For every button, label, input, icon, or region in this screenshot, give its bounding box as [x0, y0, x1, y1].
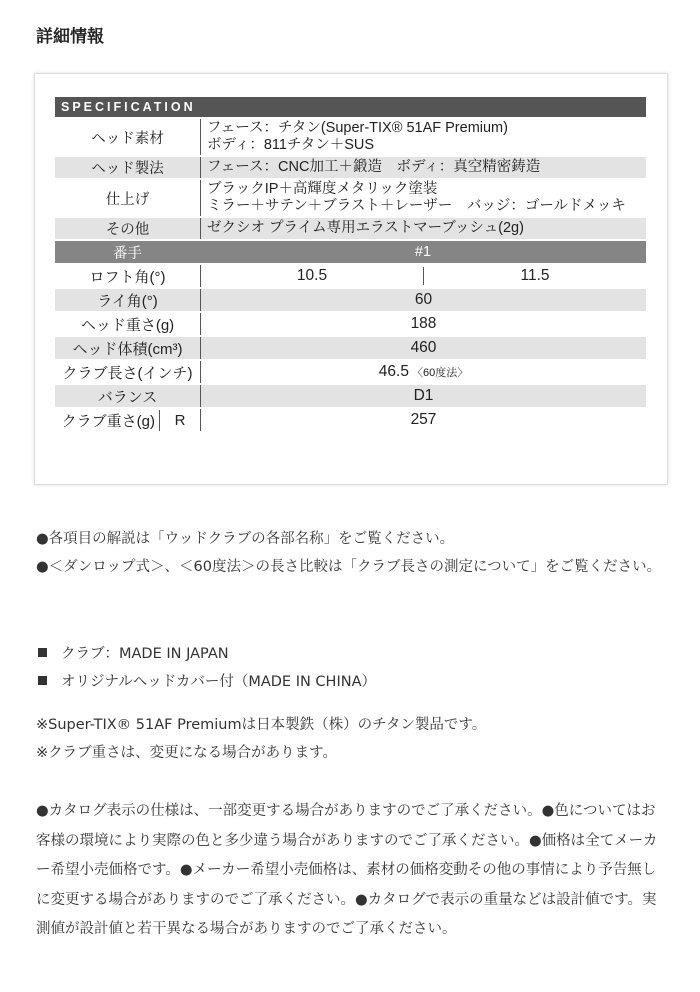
spec-value-line: ゼクシオ プライム専用エラストマーブッシュ(2g): [207, 220, 524, 236]
loft-label: ロフト角(°): [89, 268, 166, 286]
loft-value: 10.5: [296, 267, 328, 284]
club-weight-label: クラブ重さ(g): [55, 410, 160, 431]
spec-header: SPECIFICATION: [55, 97, 646, 117]
number-value: #1: [414, 244, 432, 260]
club-length-cell: [200, 361, 646, 383]
club-weight-value: 257: [200, 409, 646, 431]
head-volume-value: 460: [200, 337, 646, 359]
spec-row-number: [55, 241, 646, 263]
spec-card: [34, 73, 668, 485]
spec-table: [55, 97, 646, 431]
spec-value-line: ボディ：811チタン＋SUS: [207, 137, 375, 153]
spec-value: [200, 119, 646, 155]
spec-value-line: フェース：チタン(Super-TIX® 51AF Premium): [207, 120, 508, 136]
balance-label: バランス: [97, 388, 158, 406]
head-weight-label: ヘッド重さ(g): [80, 316, 175, 334]
square-bullet-icon: [38, 648, 47, 657]
balance-value: D1: [200, 385, 646, 407]
head-weight-value: 188: [200, 313, 646, 335]
spec-label: その他: [105, 222, 150, 238]
spec-label: ヘッド素材: [91, 130, 164, 147]
spec-row-lie: [55, 289, 646, 311]
note-line: ●＜ダンロップ式＞、＜60度法＞の長さ比較は「クラブ長さの測定について」をご覧ください。: [36, 559, 662, 575]
spec-label: ヘッド製法: [91, 161, 164, 177]
note-line: ※Super-TIX® 51AF Premiumは日本製鉄（株）のチタン製品です。: [36, 717, 487, 733]
page-title: 詳細情報: [36, 27, 104, 47]
number-label: 番手: [113, 245, 142, 262]
head-volume-label: ヘッド体積(cm³): [72, 340, 183, 358]
notes-reference: [36, 525, 668, 581]
spec-row-club-length: [55, 361, 646, 383]
spec-value-line: フェース：CNC加工＋鍛造 ボディ：真空精密鋳造: [207, 159, 541, 175]
note-line: ●各項目の解説は「ウッドクラブの各部名称」をご覧ください。: [36, 531, 455, 547]
club-length-value: 46.5: [378, 363, 409, 380]
notes-origin: [36, 640, 668, 696]
spec-row-head-weight: [55, 313, 646, 335]
club-weight-label-cell: [55, 409, 200, 431]
spec-value: [200, 157, 646, 178]
spec-row-loft: [55, 265, 646, 287]
spec-row-balance: [55, 385, 646, 407]
spec-row-head-volume: [55, 337, 646, 359]
lie-label: ライ角(°): [97, 292, 158, 310]
spec-row-head-manufacturing: [55, 157, 646, 178]
spec-value: [200, 218, 646, 239]
club-length-label: クラブ長さ(インチ): [62, 364, 193, 382]
note-line: ※クラブ重さは、変更になる場合があります。: [36, 745, 337, 761]
spec-row-finish: [55, 180, 646, 216]
spec-row-club-weight: [55, 409, 646, 431]
square-bullet-icon: [38, 676, 47, 685]
spec-label: 仕上げ: [105, 191, 150, 208]
loft-value: 11.5: [423, 267, 646, 285]
spec-value-line: ミラー＋サテン＋ブラスト＋レーザー バッジ：ゴールドメッキ: [207, 198, 626, 214]
lie-value: 60: [200, 289, 646, 311]
note-line: [36, 668, 668, 696]
spec-row-other: [55, 218, 646, 239]
note-text: オリジナルヘッドカバー付（MADE IN CHINA）: [61, 674, 377, 690]
spec-value: [200, 180, 646, 216]
notes-material: [36, 711, 668, 767]
club-length-note: 〈60度法〉: [411, 367, 469, 379]
spec-value-line: ブラックIP＋高輝度メタリック塗装: [207, 181, 438, 197]
club-weight-flex: R: [174, 411, 186, 429]
note-text: クラブ：MADE IN JAPAN: [61, 646, 229, 662]
notes-disclaimer: ●カタログ表示の仕様は、一部変更する場合がありますのでご了承ください。●色についてはお客様の環境により実際の色と多少違う場合がありますのでご了承ください。●価格は全てメーカー希望小売価格です。●メーカー希望小売価格は、素材の価格変動その他の事情により予告無しに変更する場合がありますのでご了承ください。●カタログで表示の重量などは設計値です。実測値が設計値と若干異なる場合がありますのでご了承ください。: [36, 803, 658, 937]
spec-row-head-material: [55, 119, 646, 155]
note-line: [36, 640, 668, 668]
loft-values: [200, 265, 646, 287]
